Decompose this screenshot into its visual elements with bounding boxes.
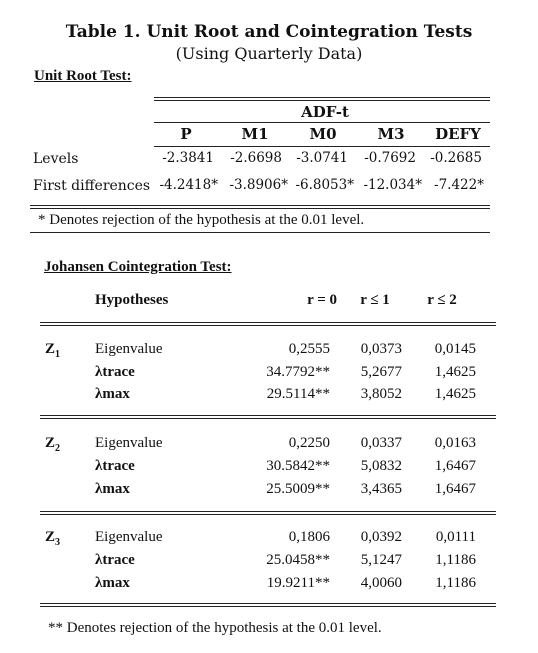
cell-z2-trace-r1: 5,0832 xyxy=(360,458,402,474)
adf-header-rule xyxy=(154,146,490,147)
cell-z1-eig-r2: 0,0145 xyxy=(434,341,476,357)
row-label-eigenvalue: Eigenvalue xyxy=(95,529,163,545)
johansen-note: ** Denotes rejection of the hypothesis at the 0.01 level. xyxy=(48,620,382,636)
cell-z1-eig-r1: 0,0373 xyxy=(360,341,402,357)
col-header-m1: M1 xyxy=(241,125,269,143)
adf-group-rule xyxy=(154,122,490,123)
cell-z2-eig-r0: 0,2250 xyxy=(288,435,330,451)
row-label-lambda-trace: λtrace xyxy=(95,364,135,380)
cell-z3-trace-r2: 1,1186 xyxy=(435,552,476,568)
unit-root-note: * Denotes rejection of the hypothesis at the 0.01 level. xyxy=(38,212,365,228)
cell-z3-eig-r2: 0,0111 xyxy=(435,529,476,545)
cell-z3-trace-r0: 25.0458** xyxy=(266,552,330,568)
col-header-m0: M0 xyxy=(309,125,337,143)
col-header-r-le-1: r ≤ 1 xyxy=(360,292,390,308)
row-label-eigenvalue: Eigenvalue xyxy=(95,435,163,451)
z2-bottom-rule xyxy=(40,511,496,515)
adf-top-rule xyxy=(154,97,490,101)
table-title: Table 1. Unit Root and Cointegration Tests xyxy=(65,22,473,42)
table-subtitle: (Using Quarterly Data) xyxy=(175,44,363,63)
cell-z3-max-r2: 1,1186 xyxy=(435,575,476,591)
cell-z3-eig-r1: 0,0392 xyxy=(360,529,402,545)
unit-root-heading: Unit Root Test: xyxy=(34,68,132,84)
unit-root-note-rule xyxy=(30,232,490,233)
cell-z2-max-r1: 3,4365 xyxy=(360,481,402,497)
col-header-p: P xyxy=(180,125,192,143)
cell-levels-defy: -0.2685 xyxy=(430,150,482,166)
cell-fd-m1: -3.8906* xyxy=(229,177,288,193)
col-header-r0: r = 0 xyxy=(307,292,337,308)
cell-fd-m3: -12.034* xyxy=(363,177,422,193)
cell-z3-max-r0: 19.9211** xyxy=(266,575,330,591)
cell-z2-trace-r2: 1,6467 xyxy=(434,458,476,474)
z1-bottom-rule xyxy=(40,415,496,419)
cell-fd-m0: -6.8053* xyxy=(295,177,354,193)
row-label-eigenvalue: Eigenvalue xyxy=(95,341,163,357)
hypotheses-label: Hypotheses xyxy=(95,292,169,308)
cell-z1-trace-r1: 5,2677 xyxy=(360,364,402,380)
z3-bottom-rule xyxy=(40,603,496,607)
cell-z1-max-r2: 1,4625 xyxy=(434,386,476,402)
cell-levels-p: -2.3841 xyxy=(162,150,214,166)
group-label-z1: $Z_1$ xyxy=(45,341,61,360)
cell-z1-max-r0: 29.5114** xyxy=(266,386,330,402)
group-label-z2: $Z_2$ xyxy=(45,435,61,454)
cell-z3-trace-r1: 5,1247 xyxy=(360,552,402,568)
row-label-lambda-max: λmax xyxy=(95,481,130,497)
col-header-m3: M3 xyxy=(377,125,405,143)
col-header-r-le-2: r ≤ 2 xyxy=(427,292,457,308)
cell-z2-max-r0: 25.5009** xyxy=(266,481,330,497)
cell-levels-m3: -0.7692 xyxy=(364,150,416,166)
cell-z1-trace-r0: 34.7792** xyxy=(266,364,330,380)
johansen-heading: Johansen Cointegration Test: xyxy=(44,259,232,275)
cell-z2-max-r2: 1,6467 xyxy=(434,481,476,497)
cell-z3-max-r1: 4,0060 xyxy=(360,575,402,591)
cell-z2-eig-r1: 0,0337 xyxy=(360,435,402,451)
cell-levels-m1: -2.6698 xyxy=(230,150,282,166)
row-label-first-differences: First differences xyxy=(33,178,151,194)
group-label-z3: $Z_3$ xyxy=(45,529,61,548)
cell-levels-m0: -3.0741 xyxy=(296,150,348,166)
col-header-defy: DEFY xyxy=(435,125,481,143)
row-label-lambda-max: λmax xyxy=(95,386,130,402)
adf-group-header: ADF-t xyxy=(301,103,349,121)
cell-fd-p: -4.2418* xyxy=(159,177,218,193)
cell-z3-eig-r0: 0,1806 xyxy=(288,529,330,545)
unit-root-bottom-rule xyxy=(30,205,490,209)
johansen-header-rule xyxy=(40,322,496,326)
cell-z1-trace-r2: 1,4625 xyxy=(434,364,476,380)
row-label-levels: Levels xyxy=(33,151,79,167)
cell-z1-max-r1: 3,8052 xyxy=(360,386,402,402)
row-label-lambda-trace: λtrace xyxy=(95,458,135,474)
row-label-lambda-max: λmax xyxy=(95,575,130,591)
cell-fd-defy: -7.422* xyxy=(434,177,484,193)
cell-z1-eig-r0: 0,2555 xyxy=(288,341,330,357)
cell-z2-eig-r2: 0,0163 xyxy=(434,435,476,451)
cell-z2-trace-r0: 30.5842** xyxy=(266,458,330,474)
row-label-lambda-trace: λtrace xyxy=(95,552,135,568)
